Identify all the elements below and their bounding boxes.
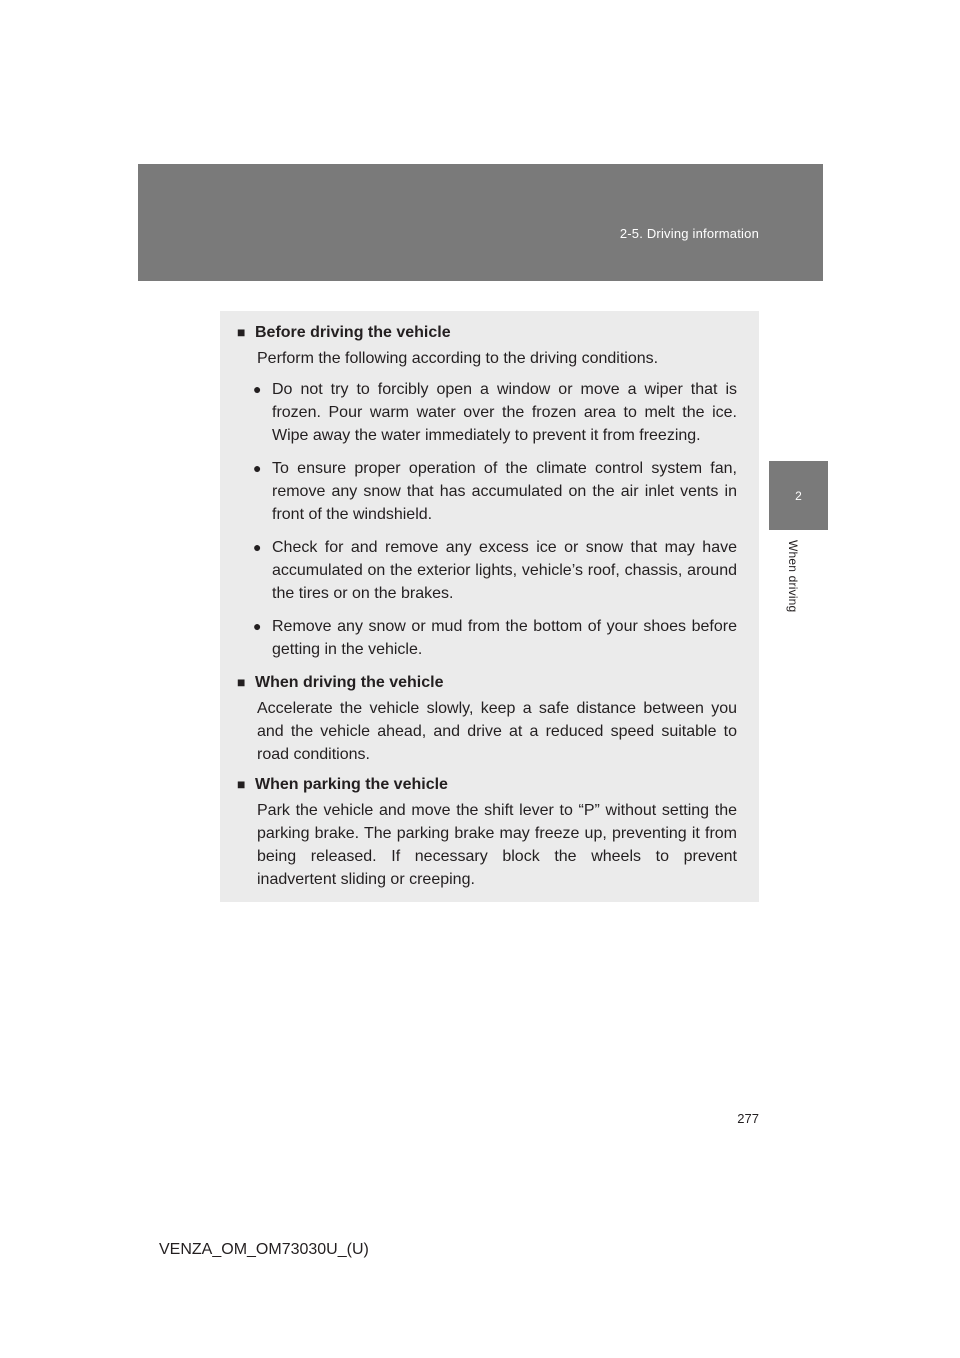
body-text: Accelerate the vehicle slowly, keep a safe distance between you and the vehicle ahead, and drive at a reduced speed suitable to road conditions. — [257, 700, 737, 763]
heading-text: Before driving the vehicle — [255, 324, 451, 341]
subsection-when-driving — [237, 671, 737, 766]
body-text: Park the vehicle and move the shift lever to “P” without setting the parking brake. The parking brake may freeze up, preventing it from being released. If necessary block the wheels to prevent inadvertent sliding or creeping. — [257, 802, 737, 888]
circle-bullet-icon: ● — [253, 539, 262, 555]
heading-text: When parking the vehicle — [255, 776, 448, 793]
square-icon: ■ — [237, 674, 246, 690]
subsection-heading — [237, 773, 737, 796]
subsection-heading — [237, 671, 737, 694]
subsection-heading — [237, 321, 737, 344]
list-item — [253, 615, 737, 661]
header-band — [138, 164, 823, 281]
doc-code: VENZA_OM_OM73030U_(U) — [159, 1241, 369, 1258]
heading-text: When driving the vehicle — [255, 674, 444, 691]
circle-bullet-icon: ● — [253, 618, 262, 634]
circle-bullet-icon: ● — [253, 460, 262, 476]
info-box — [220, 311, 759, 902]
square-icon: ■ — [237, 324, 246, 340]
subsection-when-parking — [237, 773, 737, 891]
page-number: 277 — [737, 1111, 759, 1126]
section-title: 2-5. Driving information — [619, 226, 759, 241]
bullet-text: Do not try to forcibly open a window or move a wiper that is frozen. Pour warm water over the frozen area to melt the ice. Wipe away the water immediately to prevent it from freezing. — [272, 381, 737, 444]
chapter-number: 2 — [795, 489, 802, 503]
bullet-text: Remove any snow or mud from the bottom of your shoes before getting in the vehicle. — [272, 618, 737, 658]
circle-bullet-icon: ● — [253, 381, 262, 397]
subsection-before-driving — [237, 321, 737, 661]
intro-text: Perform the following according to the driving conditions. — [257, 350, 659, 367]
list-item — [253, 378, 737, 447]
chapter-label: When driving — [786, 540, 800, 613]
list-item — [253, 536, 737, 605]
bullet-text: To ensure proper operation of the climate control system fan, remove any snow that has accumulated on the air inlet vents in front of the windshield. — [272, 460, 737, 523]
bullet-text: Check for and remove any excess ice or snow that may have accumulated on the exterior lights, vehicle’s roof, chassis, around the tires or on the brakes. — [272, 539, 737, 602]
chapter-tab — [769, 461, 828, 530]
square-icon: ■ — [237, 776, 246, 792]
list-item — [253, 457, 737, 526]
bullet-list — [253, 378, 737, 661]
